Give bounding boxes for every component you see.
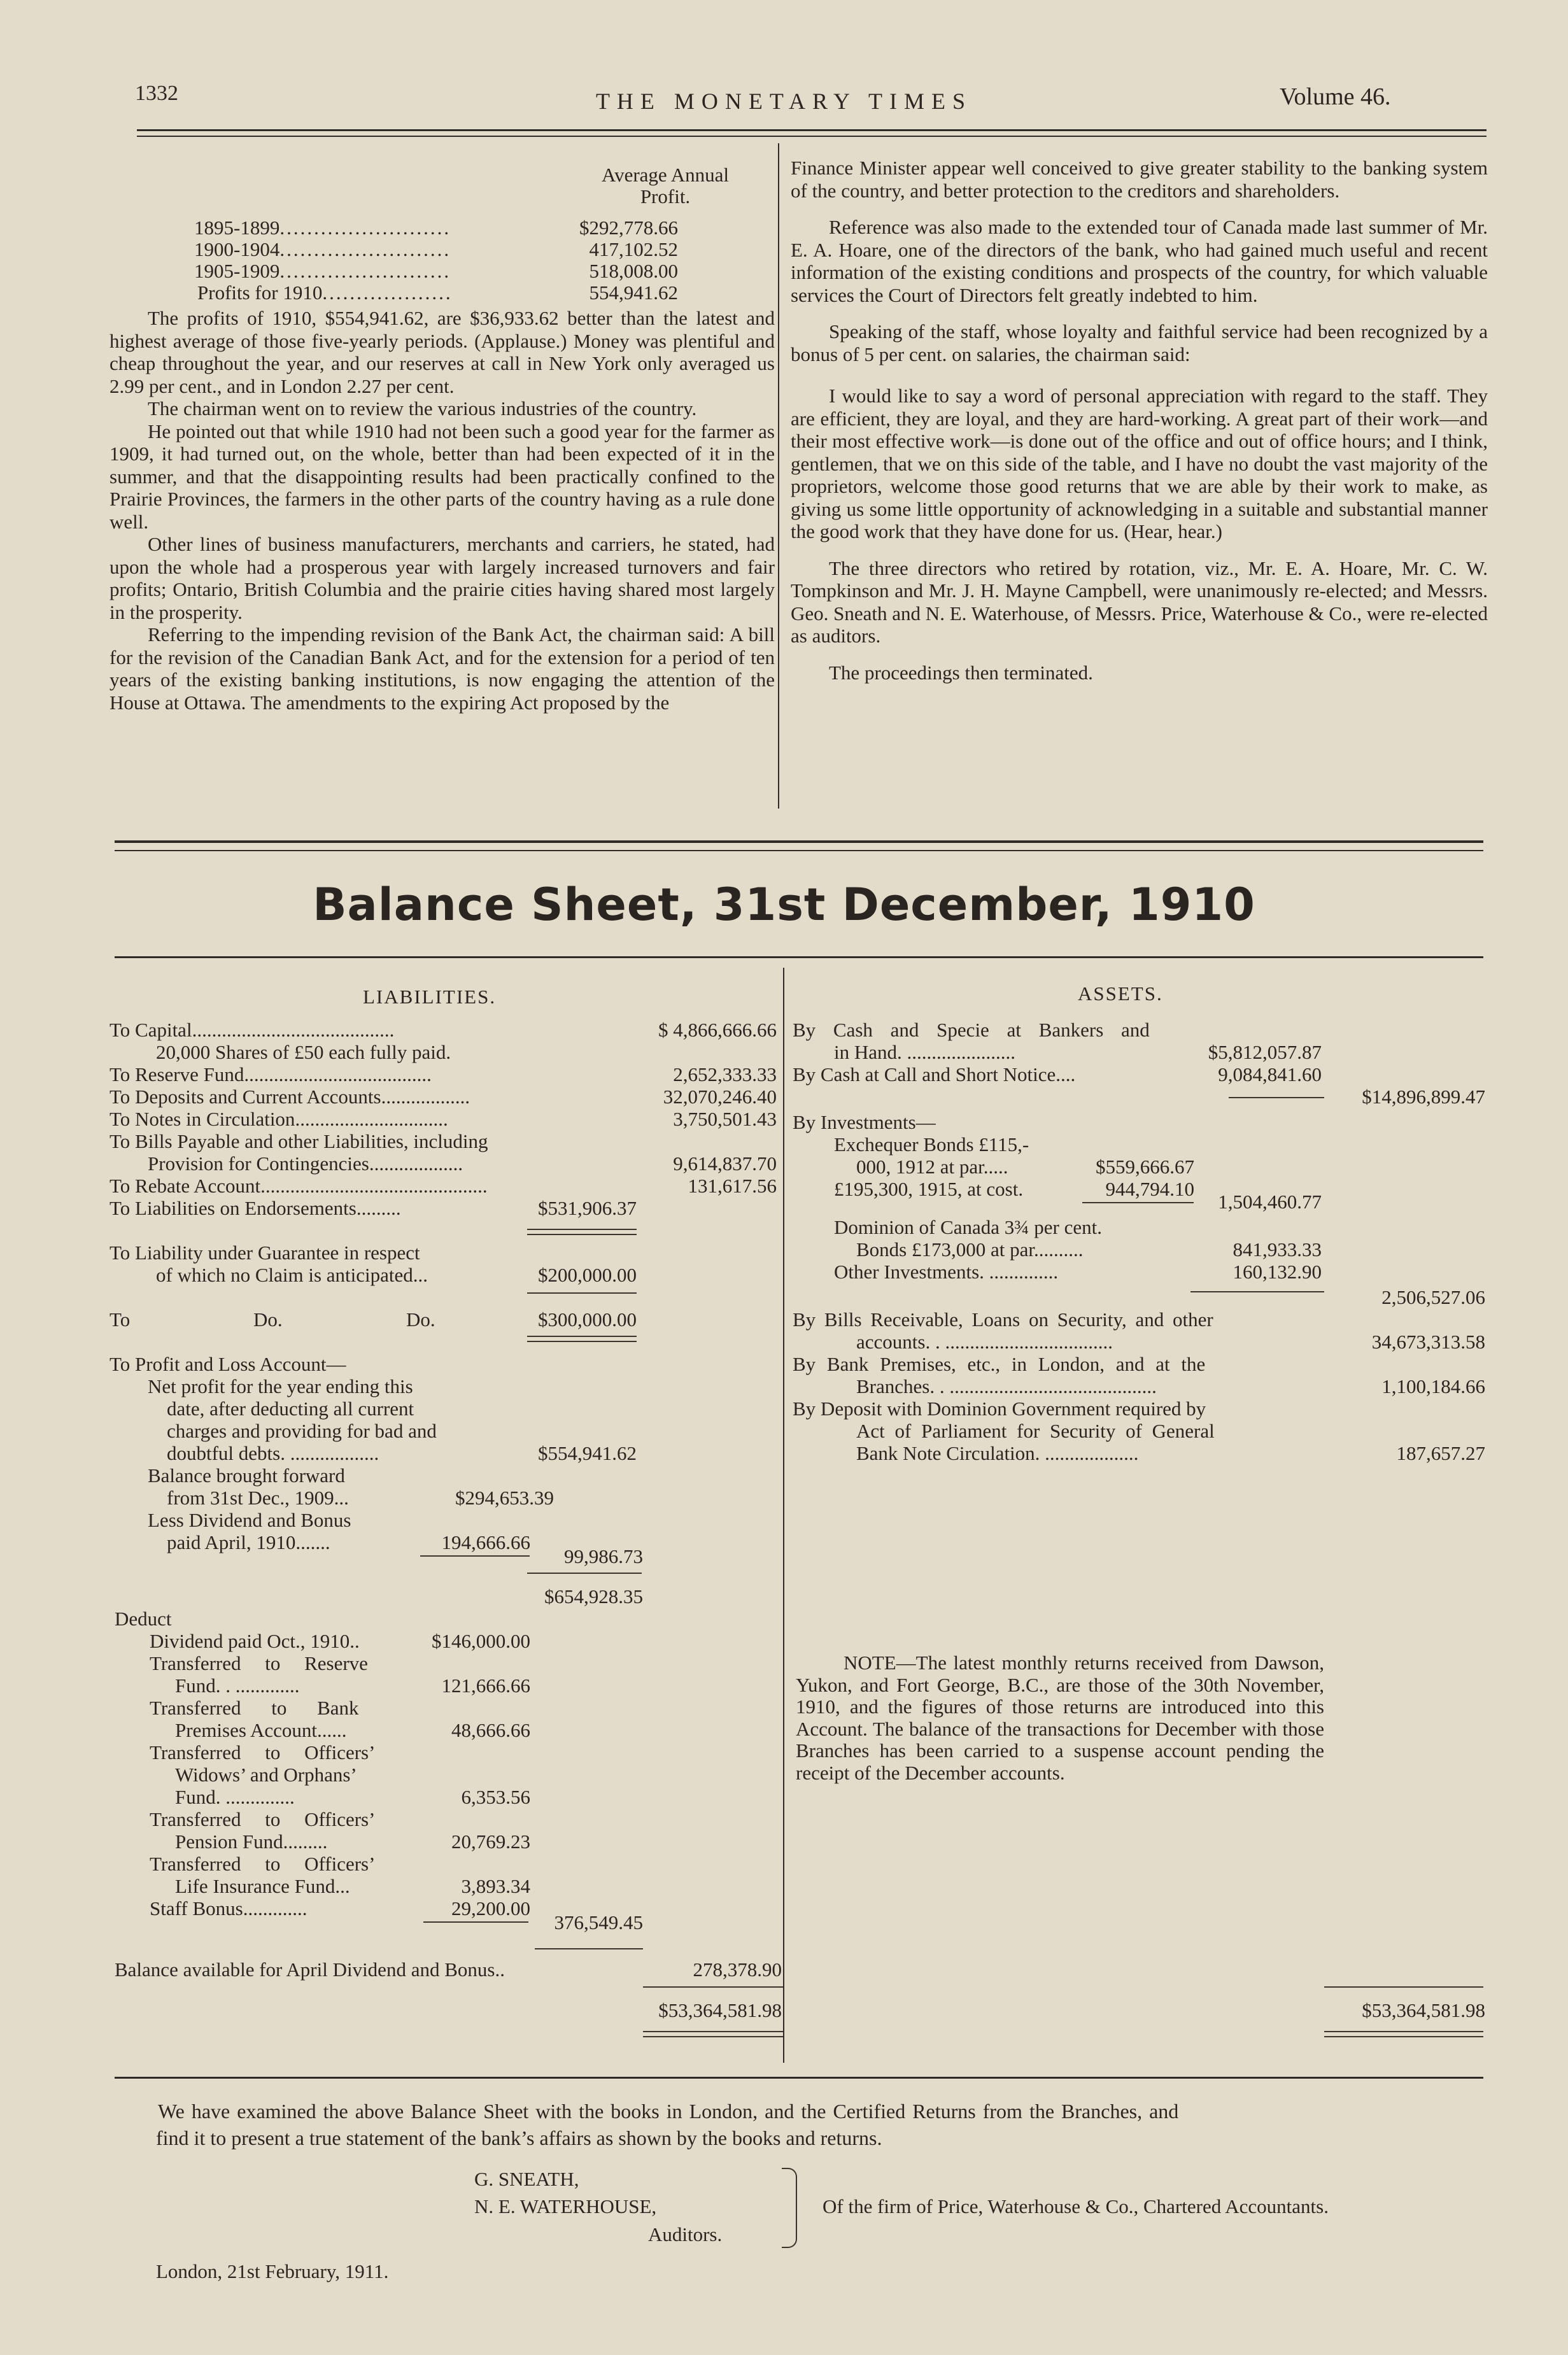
rule xyxy=(527,1229,637,1230)
paragraph: The three directors who retired by rotation, viz., Mr. E. A. Hoare, Mr. C. W. Tompkinson and Mr. J. H. Mayne Campbell, were unanimously re-elected; and Messrs. Geo. Sneath and N. E. Waterhouse, of Messrs. Price, Waterhouse & Co., were re-elected as auditors. xyxy=(791,556,1488,647)
deduct-total: 376,549.45 xyxy=(554,1911,643,1934)
rule xyxy=(527,1336,637,1337)
bills-label-2: Provision for Contingencies................... xyxy=(148,1152,463,1175)
signer-3: Auditors. xyxy=(648,2223,723,2245)
liabilities-total: $53,364,581.98 xyxy=(658,1999,782,2021)
do-1: Do. xyxy=(253,1308,283,1331)
title-rule xyxy=(115,956,1483,958)
paragraph: Reference was also made to the extended tour of Canada made last summer of Mr. E. A. Hoare, one of the directors of the bank, who had gained much useful and recent information of the existing conditions and prospects of the country, for which valuable services the Court of Directors felt greatly indebted to him. xyxy=(791,216,1488,306)
rule xyxy=(1229,1097,1324,1098)
tr-bank-1: Transferred to Bank xyxy=(150,1697,359,1719)
bb-1: Balance brought forward xyxy=(148,1464,345,1487)
do-2: Do. xyxy=(406,1308,435,1331)
dom-1: Dominion of Canada 3¾ per cent. xyxy=(834,1216,1102,1238)
notes-label: To Notes in Circulation............................... xyxy=(109,1108,448,1130)
balance-divider xyxy=(783,968,784,2063)
auditor-firm: Of the firm of Price, Waterhouse & Co., Chartered Accountants. xyxy=(823,2195,1329,2217)
prem-value: 1,100,184.66 xyxy=(1381,1375,1485,1397)
exch-total: 1,504,460.77 xyxy=(1218,1191,1322,1213)
shares-note: 20,000 Shares of £50 each fully paid. xyxy=(156,1041,451,1063)
np-2: date, after deducting all current xyxy=(167,1397,414,1420)
cash-2: in Hand. ...................... xyxy=(834,1041,1016,1063)
balance-sheet-title: Balance Sheet, 31st December, 1910 xyxy=(313,879,1255,931)
bb-2: from 31st Dec., 1909... xyxy=(167,1487,349,1509)
signer-1: G. SNEATH, xyxy=(474,2168,579,2190)
page-number: 1332 xyxy=(135,81,178,105)
exch-2-value: $559,666.67 xyxy=(1096,1156,1194,1178)
profit-table xyxy=(194,216,678,303)
paragraph: Other lines of business manufacturers, merchants and carriers, he stated, had upon the whole had a prosperous year with largely increased turnovers and fair profits; Ontario, British Columbia and the prairie cities having shared most largely in the prosperity. xyxy=(109,533,775,623)
staff-value: 29,200.00 xyxy=(451,1897,530,1920)
np-3: charges and providing for bad and xyxy=(167,1420,437,1442)
rule xyxy=(1190,1291,1324,1292)
guarantee-label: To Liability under Guarantee in respect xyxy=(109,1241,420,1264)
exch-3: £195,300, 1915, at cost. xyxy=(834,1178,1024,1200)
tr-pen-value: 20,769.23 xyxy=(451,1830,530,1853)
tr-pen-1: Transferred to Officers’ xyxy=(150,1808,376,1830)
dom-value: 841,933.33 xyxy=(1233,1238,1322,1261)
tr-life-value: 3,893.34 xyxy=(461,1875,530,1897)
inv-total: 2,506,527.06 xyxy=(1381,1286,1485,1308)
paragraph: The proceedings then terminated. xyxy=(829,661,1093,684)
avail-label: Balance available for April Dividend and Bonus.. xyxy=(115,1958,505,1981)
table-row: 1900-1904......................... 417,102.52 xyxy=(194,238,678,260)
rebate-label: To Rebate Account.............................................. xyxy=(109,1175,488,1197)
brace xyxy=(782,2168,797,2248)
ld-2: paid April, 1910....... xyxy=(167,1531,330,1553)
paragraph: The profits of 1910, $554,941.62, are $36,933.62 better than the latest and highest average of those five-yearly periods. (Applause.) Money was plentiful and cheap throughout the year, and our reserves at call in New York only averaged us 2.99 per cent., and in London 2.27 per cent. xyxy=(109,307,775,397)
reserve-label: To Reserve Fund...................................... xyxy=(109,1063,432,1086)
left-column-text xyxy=(109,307,775,714)
rule xyxy=(527,1341,637,1342)
do-to: To xyxy=(109,1308,131,1331)
paragraph: He pointed out that while 1910 had not been such a good year for the farmer as 1909, it had turned out, on the whole, better than had been expected of it in the summer, and that the disappointing results had been practically confined to the Prairie Provinces, the farmers in the other parts of the country having as a rule done well. xyxy=(109,420,775,533)
rule xyxy=(643,2036,783,2037)
bills-label: To Bills Payable and other Liabilities, including xyxy=(109,1130,488,1152)
notes-value: 3,750,501.43 xyxy=(673,1108,777,1130)
header-rule-thin xyxy=(137,136,1487,137)
publication-title: THE MONETARY TIMES xyxy=(595,88,973,114)
audit-rule xyxy=(115,2077,1483,2079)
div-oct-value: $146,000.00 xyxy=(432,1630,530,1652)
ld-1: Less Dividend and Bonus xyxy=(148,1509,351,1531)
inv-label: By Investments— xyxy=(793,1111,936,1133)
dep-2: Act of Parliament for Security of General xyxy=(856,1420,1215,1442)
table-row: Profits for 1910................... 554,941.62 xyxy=(197,281,678,304)
rule xyxy=(527,1234,637,1235)
endorse-value: $531,906.37 xyxy=(538,1197,637,1219)
section-rule-thin xyxy=(115,850,1483,851)
assets-heading: ASSETS. xyxy=(1078,982,1163,1005)
audit-statement-2: find it to present a true statement of the bank’s affairs as shown by the books and returns. xyxy=(156,2126,882,2149)
capital-label: To Capital......................................... xyxy=(109,1019,395,1041)
paragraph: Speaking of the staff, whose loyalty and faithful service had been recognized by a bonus of 5 per cent. on salaries, the chairman said: xyxy=(791,320,1488,365)
section-rule xyxy=(115,840,1483,843)
dep-3: Bank Note Circulation. ................... xyxy=(856,1442,1139,1464)
net-carry-value: 99,986.73 xyxy=(564,1545,643,1567)
subtotal-value: $654,928.35 xyxy=(544,1585,643,1608)
paragraph: I would like to say a word of personal appreciation with regard to the staff. They are efficient, they are loyal, and they are hard-working. A great part of their work—and their most effective work—is done out of the office and out of office hours; and I think, gentlemen, that we on this side of the table, and I have no doubt the vast majority of the proprietors, welcome those good returns that we are able by their work to make, as giving us some little opportunity of acknowledging in a suitable and substantial manner the good work that they have done for us. (Hear, hear.) xyxy=(791,385,1488,542)
reserve-value: 2,652,333.33 xyxy=(673,1063,777,1086)
bills-2: accounts. . .................................. xyxy=(856,1331,1113,1353)
column-divider xyxy=(778,143,779,809)
bills-1: By Bills Receivable, Loans on Security, and other xyxy=(793,1308,1213,1331)
tr-wid-2: Widows’ and Orphans’ xyxy=(175,1764,357,1786)
balance-note: NOTE—The latest monthly returns received from Dawson, Yukon, and Fort George, B.C., are those of the 30th November, 1910, and the figures of those returns are introduced into this Account. The balance of the transactions for December with those Branches has been carried to a suspense account pending the receipt of the December accounts. xyxy=(796,1651,1324,1784)
rule xyxy=(643,1986,783,1988)
profit-table-heading: Average Annual Profit. xyxy=(602,164,729,208)
table-row: 1895-1899......................... $292,778.66 xyxy=(194,216,678,239)
rule xyxy=(420,1555,530,1557)
rule xyxy=(1324,2036,1483,2037)
exch-1: Exchequer Bonds £115,- xyxy=(834,1133,1029,1156)
div-oct-label: Dividend paid Oct., 1910.. xyxy=(150,1630,360,1652)
rule xyxy=(1324,2031,1483,2032)
place-date: London, 21st February, 1911. xyxy=(156,2260,389,2282)
ld-value: 194,666.66 xyxy=(441,1531,530,1553)
prem-2: Branches. . .......................................... xyxy=(856,1375,1157,1397)
tr-wid-value: 6,353.56 xyxy=(461,1786,530,1808)
tr-life-1: Transferred to Officers’ xyxy=(150,1853,376,1875)
capital-value: $ 4,866,666.66 xyxy=(658,1019,777,1041)
avail-value: 278,378.90 xyxy=(693,1958,782,1981)
bills-value: 34,673,313.58 xyxy=(1371,1331,1485,1353)
tr-life-2: Life Insurance Fund... xyxy=(175,1875,350,1897)
table-row: 1905-1909......................... 518,008.00 xyxy=(194,260,678,282)
deposits-value: 32,070,246.40 xyxy=(663,1086,777,1108)
cash-1: By Cash and Specie at Bankers and xyxy=(793,1019,1150,1041)
tr-bank-2: Premises Account...... xyxy=(175,1719,347,1741)
deposits-label: To Deposits and Current Accounts.................. xyxy=(109,1086,470,1108)
rule xyxy=(527,1292,637,1294)
np-value: $554,941.62 xyxy=(538,1442,637,1464)
rule xyxy=(643,2031,783,2032)
deduct-label: Deduct xyxy=(115,1608,172,1630)
guarantee-value: $200,000.00 xyxy=(538,1264,637,1286)
paragraph: Referring to the impending revision of the Bank Act, the chairman said: A bill for the revision of the Canadian Bank Act, and for the extension for a period of ten years of the existing banking institutions, is now engaging the attention of the House at Ottawa. The amendments to the expiring Act proposed by the xyxy=(109,623,775,714)
paragraph: Finance Minister appear well conceived to give greater stability to the banking system of the country, and better protection to the creditors and shareholders. xyxy=(791,157,1488,202)
np-4: doubtful debts. .................. xyxy=(167,1442,379,1464)
prem-1: By Bank Premises, etc., in London, and at the xyxy=(793,1353,1206,1375)
guarantee-label-2: of which no Claim is anticipated... xyxy=(156,1264,428,1286)
call-label: By Cash at Call and Short Notice.... xyxy=(793,1063,1076,1086)
dom-2: Bonds £173,000 at par.......... xyxy=(856,1238,1084,1261)
audit-statement-1: We have examined the above Balance Sheet with the books in London, and the Certified Returns from the Branches, and xyxy=(158,2100,1179,2123)
tr-wid-1: Transferred to Officers’ xyxy=(150,1741,376,1764)
cash-value: $5,812,057.87 xyxy=(1208,1041,1322,1063)
tr-res-2: Fund. . ............. xyxy=(175,1674,300,1697)
tr-wid-3: Fund. .............. xyxy=(175,1786,295,1808)
other-inv-label: Other Investments. .............. xyxy=(834,1261,1059,1283)
header-rule xyxy=(137,129,1487,131)
liabilities-heading: LIABILITIES. xyxy=(363,986,497,1008)
tr-bank-value: 48,666.66 xyxy=(451,1719,530,1741)
assets-total: $53,364,581.98 xyxy=(1362,1999,1485,2021)
staff-label: Staff Bonus............. xyxy=(150,1897,307,1920)
rule xyxy=(527,1573,642,1574)
call-value: 9,084,841.60 xyxy=(1218,1063,1322,1086)
exch-3-value: 944,794.10 xyxy=(1105,1178,1194,1200)
tr-pen-2: Pension Fund......... xyxy=(175,1830,328,1853)
bb-value: $294,653.39 xyxy=(455,1487,554,1509)
do-value: $300,000.00 xyxy=(538,1308,637,1331)
np-1: Net profit for the year ending this xyxy=(148,1375,413,1397)
pl-label: To Profit and Loss Account— xyxy=(109,1353,346,1375)
cash-total: $14,896,899.47 xyxy=(1362,1086,1485,1108)
rule xyxy=(1082,1202,1194,1203)
rule xyxy=(1324,1986,1483,1988)
bills-value: 9,614,837.70 xyxy=(673,1152,777,1175)
rebate-value: 131,617.56 xyxy=(688,1175,777,1197)
volume-label: Volume 46. xyxy=(1280,83,1391,110)
endorse-label: To Liabilities on Endorsements......... xyxy=(109,1197,401,1219)
right-column-text xyxy=(791,157,1488,684)
dep-1: By Deposit with Dominion Government required by xyxy=(793,1397,1206,1420)
paragraph: The chairman went on to review the various industries of the country. xyxy=(148,397,697,420)
dep-value: 187,657.27 xyxy=(1396,1442,1485,1464)
other-inv-value: 160,132.90 xyxy=(1233,1261,1322,1283)
tr-res-1: Transferred to Reserve xyxy=(150,1652,368,1674)
rule xyxy=(423,1921,528,1923)
rule xyxy=(535,1948,643,1949)
exch-2: 000, 1912 at par..... xyxy=(856,1156,1008,1178)
signer-2: N. E. WATERHOUSE, xyxy=(474,2195,657,2217)
tr-res-value: 121,666.66 xyxy=(441,1674,530,1697)
